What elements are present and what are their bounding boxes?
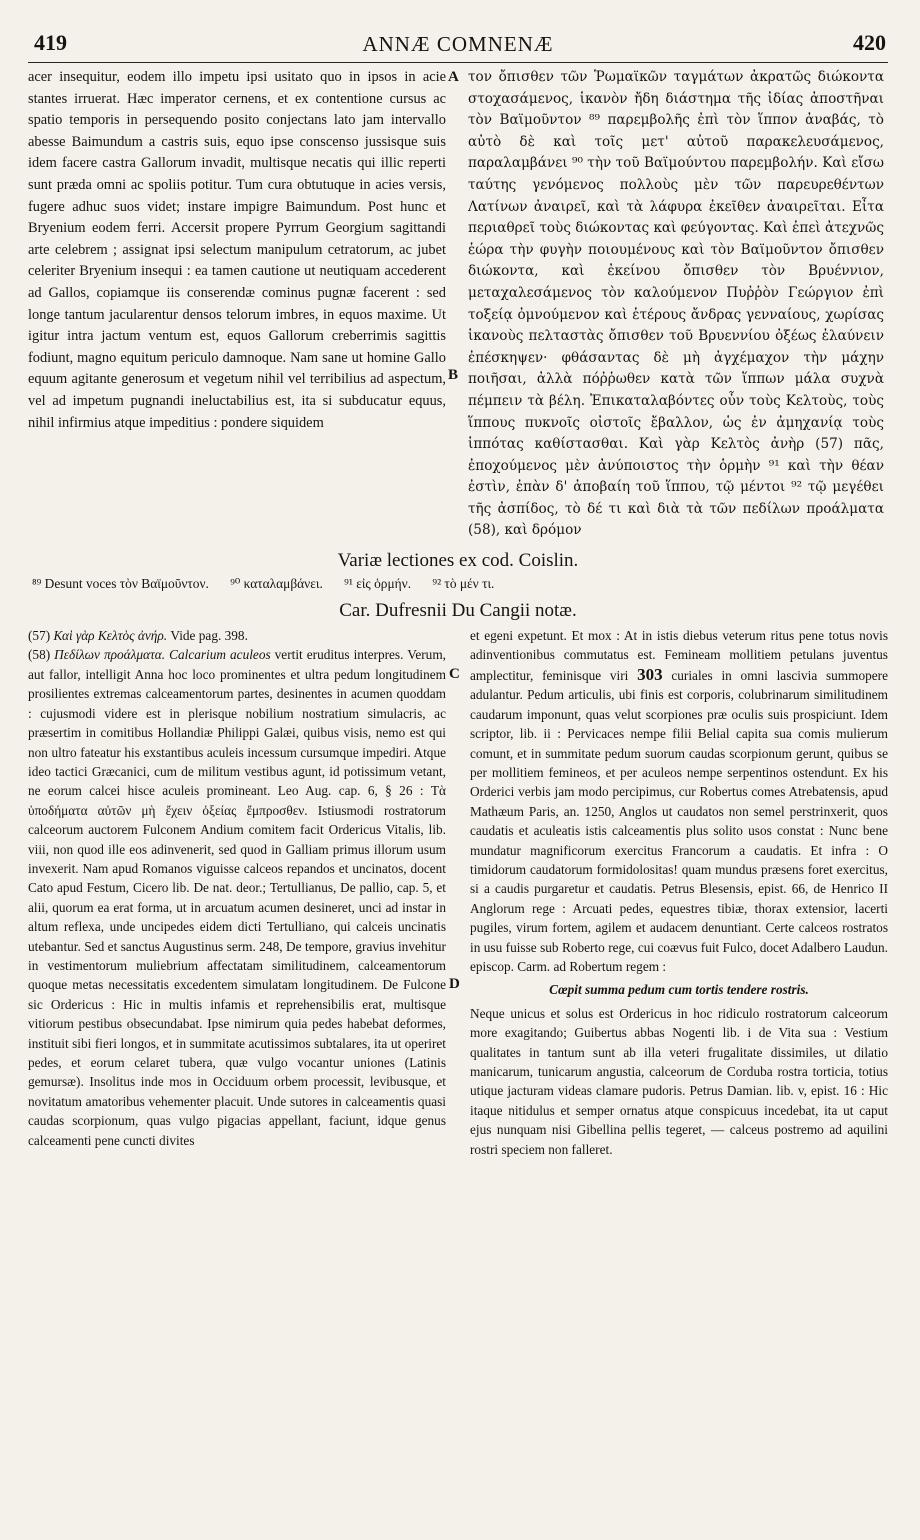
note-57 <box>28 626 446 645</box>
page-number-left: 419 <box>34 30 67 55</box>
variant-90: ⁹⁰ καταλαμβάνει. <box>230 576 323 592</box>
margin-marker-b: B <box>448 367 459 383</box>
margin-marker-c: C <box>449 666 460 683</box>
main-text-columns <box>28 67 888 542</box>
notes-columns <box>28 626 888 1159</box>
note-58-continued <box>470 626 888 976</box>
note-58-cont-2: curiales in omni lascivia summopere adulantur. Pedum articulis, ubi finis est corporis, colubrinarum similitudinem caudarum imponunt, quas velut scorpiones præ oculis suis prospiciunt. Idem scriptor, lib. ii : Pervicaces nempe filii Belial capita sua comis mulierum comunt, et in summitate pedum suorum caudas scorpionum gerunt, quibus se per mollitiem femineos, et per aculeos nempe serpentinos ostendunt. Ex his Orderici verbis jam modo percipimus, cur Robertus comes Atrebatensis, apud Mathæum Paris, an. 1250, Anglos ut caudatos non semel perstrinxerit, quos caudatis et aculeatis istis calceamentis plus solito usos constat : Nunc bene mundatur magnificorum exercitus Francorum a caudatis. Et infra : O timidorum caudatorum formidolositas! quam mundus præsens foret exercitus, si a caudis purgaretur et caudatis. Petrus Blesensis, epist. 66, de Henrico II Anglorum rege : Arcuati pedes, equestres tibiæ, thorax extensior, lacerti pugiles, virum fortem, agilem et audacem denuntiant. Certe calceos rostratos in usu fuisse sub Roberto rege, cui coævus fuit Fulco, docet Adalbero Laudun. episcop. Carm. ad Robertum regem : <box>470 667 889 974</box>
note-58-text: vertit eruditus interpres. Verum, aut fallor, intelligit Anna hoc loco prominentes et ultra pedum longitudinem prosilientes extremas calceamentorum partes, desinentes in acumen quoddam : cujusmodi videre est in plerisque nobilium nostratium simulacris, ac præsertim in comitibus Hollandiæ Philippi Galæi, quibus visis, nemo est qui non ultro fateatur his exstantibus aculeis incessum cursumque impediri. Atque ideo tactici Græcanici, cum de militum vestibus agunt, id potissimum vetant, ne eorum calcei hisce aculeis promineant. Leo Aug. cap. 6, § 26 : Τὰ ὑποδήματα αὐτῶν μὴ ἔχειν ὀξείας ἔμπροσθεν. Istiusmodi rostratorum calceorum auctorem Fulconem Andium comitem facit Ordericus Vitalis, lib. viii, non quod ille eos adinvenerit, sed quod in Galliam primus illorum usum invexerit. Nam apud Romanos viguisse calceos repandos et uncinatos, docent Cato apud Festum, Cicero lib. De nat. deor.; Tertullianus, De pallio, cap. 5, et alii, quorum ea erat forma, ut in arcuatum acumen desineret, unci ad instar in altum reflexa, unde uncipedes eidem dicti Tertulliano, qui calceis uncinatis utebantur. Sed et sanctus Augustinus serm. 248, De tempore, gravius invehitur in vestimentorum muliebrium affectatam similitudinem, calceamentorum quoque metas necessitatis excedentem simulatam longitudinem. De Fulcone sic Ordericus : Hic in multis infamis et reprehensibilis erat, multisque vitiorum pestibus obsecundabat. Ipse nimirum quia pedes habebat deformes, instituit sibi fieri longos, et in summitate acutissimos subtalares, ita ut operiret pedes, et eorum celaret tubera, quæ vulgo vocantur uniones (Latinis gemursæ). Insolitus inde mos in Occiduum orbem processit, levibusque, et novitatum amatoribus vehementer placuit. Unde sutores in calceamentis quasi caudas scorpionum, quas vulgo pigacias appellant, faciunt, idque genus calceamenti pene cuncti divites <box>28 647 446 1148</box>
note-58 <box>28 645 446 1150</box>
variant-92: ⁹² τὸ μέν τι. <box>432 576 495 592</box>
note-57-text: Vide pag. 398. <box>170 628 248 644</box>
latin-column: acer insequitur, eodem illo impetu ipsi usitato quo in ipsos in acie stantes irruerat. Hæc imperator cernens, et ex contentione cursus ac spatio temporis in persequendo posito conjectans lato jam intervallo abesse Baimundum a castris suis, equo ipse conscenso jussisque suis idem facere castra Gallorum invadit, multisque necatis qui illic reperti sunt præda omni ac spoliis potitur. Tum cura obtutuque in acies versis, fugere adhuc suos videt; instare impigre Baimundum. Post hunc et Bryenium eodem ferri. Accersit propere Pyrrum Georgium sagittandi arte celebrem ; assignat ipsi selectum manipulum cetratorum, ac jubet celeriter Bryenium insequi : ea tamen cautione ut neutiquam accederent ad Gallos, copiamque iis conserendæ cominus pugnæ facerent : sed longe tantum jacularentur densos telorum imbres, in equos maxime. Ut igitur intra jactum ventum est, equos Gallorum creberrimis sagittis fodiunt, magno equitum periculo damnoque. Nam sane ut homine Gallo equum agitante generosum et vegetum nihil vel terribilius ad aspectum, vel ad impetum pugnandi ineluctabilius est, ita si subducatur equus, nihil infirmius atque impeditius : pondere siquidem <box>28 69 446 431</box>
note-58-label: (58) <box>28 647 51 663</box>
note-57-label: (57) <box>28 628 51 644</box>
variant-91: ⁹¹ εἰς ὁρμήν. <box>344 576 412 592</box>
page-marker-303: 303 <box>637 664 663 684</box>
notes-right-column <box>460 626 888 1159</box>
variae-lectiones <box>28 576 888 592</box>
note-58-greek: Πεδίλων προάλματα. <box>54 647 166 663</box>
note-58-italic: Calcarium aculeos <box>169 647 271 663</box>
running-title: ANNÆ COMNENÆ <box>362 32 554 56</box>
notes-left-column <box>28 626 460 1159</box>
verse-quote: Cœpit summa pedum cum tortis tendere rostris. <box>549 982 809 998</box>
page-header <box>28 28 888 63</box>
page-number-right: 420 <box>853 30 886 55</box>
margin-marker-a: A <box>448 69 459 85</box>
page <box>28 28 888 1518</box>
notes-title: Car. Dufresnii Du Cangii notæ. <box>339 600 577 622</box>
variant-89: ⁸⁹ Desunt voces τὸν Βαϊμοῦντον. <box>32 576 209 592</box>
margin-marker-d: D <box>449 976 460 993</box>
variae-title: Variæ lectiones ex cod. Coislin. <box>337 550 579 572</box>
note-58-cont-1: et egeni expetunt. Et mox : At in istis diebus veterum ritus pene totus novis adinventionibus commutatus est. Femineam mollitiem petulans juventus amplectitur, feminisque viri <box>470 628 888 683</box>
greek-column: τον ὄπισθεν τῶν Ῥωμαϊκῶν ταγμάτων ἀκρατῶς διώκοντα στοχασάμενος, ἱκανὸν ἤδη διάστημα τῆς ἰδίας ἀποστῆναι τὸν Βαϊμοῦντον ⁸⁹ παρεμβολῆς ἐπὶ τὸν ἵππον ἀναβάς, τὸ αὐτὸ δὲ καὶ τοῖς μετ' αὐτοῦ παρακελευσάμενος, παραλαμβάνει ⁹⁰ τὴν τοῦ Βαϊμούντου παρεμβολήν. Καὶ εἴσω ταύτης γενόμενος πολλοὺς μὲν τῶν παρευρεθέντων Λατίνων ἀναιρεῖ, καὶ τὰ λάφυρα ἐκεῖθεν ἀναιρεῖται. Εἶτα περιαθρεῖ τοὺς διώκοντας καὶ φεύγοντας. Καὶ ἐπεὶ ἀτεχνῶς ἑώρα τὴν φυγὴν ποιουμένους καὶ τὸν Βαϊμοῦντον ὄπισθεν διώκοντα, καὶ ἐκείνου ὄπισθεν τὸν Βρυέννιον, μεταχαλεσάμενος τὸν καλούμενον Πυῤῥὸν Γεώργιον ἐπὶ τοξείᾳ ὀμνούμενον καὶ ἑτέρους ἄνδρας γενναίους, χωρίσας ἱκανοὺς πελταστὰς ὄπισθεν τοῦ Βρυεννίου ὀξέως ἐλαύνειν ἐπέσκηψεν· φθάσαντας δὲ μὴ ἀγχέμαχον τὴν μάχην ποιῆσαι, ἀλλὰ πόῤῥωθεν κατὰ τῶν ἵππων μάλα συχνὰ πέμπειν τὰ βέλη. Ἐπικαταλαβόντες οὖν τοὺς Κελτοὺς, τοὺς ἵππους πυκνοῖς οἰστοῖς ἔβαλλον, ὡς ἐν ἀμηχανίᾳ τοὺς ἱππότας καθίστασθαι. Καὶ γὰρ Κελτὸς ἀνὴρ (57) πᾶς, ἐποχούμενος μὲν ἀνύποιστος τὴν ὁρμὴν ⁹¹ καὶ τὴν θέαν ἐστὶν, ἐπὰν δ' ἀποβαίη τοῦ ἵππου, τῷ μέντοι ⁹² τῷ μεγέθει τῆς ἀσπίδος, τὸ δέ τι καὶ διὰ τὰ τῶν πεδίλων προάλματα (58), καὶ δρόμον <box>468 69 884 539</box>
note-57-greek: Καὶ γὰρ Κελτὸς ἀνήρ. <box>53 628 168 644</box>
note-58-cont-3: Neque unicus et solus est Ordericus in hoc ridiculo rostratorum calceorum more exagitando; Guibertus abbas Nogenti lib. i de Vita sua : Vestium qualitates in tantum sunt ab illa veteri frugalitate dissimiles, ut dilatio manicarum, tunicarum angustia, calceorum de Corduba rostra torticia, totius utique jacturam videas clamare pudoris. Petrus Damian. lib. v, epist. 16 : Hic itaque nitidulus et semper ornatus atque conspicuus incedebat, ita ut caput ejus nunquam nisi Gibellina pellis tegeret, — calceus postremo ad aquilini rostri speciem non falleret. <box>470 1005 888 1157</box>
